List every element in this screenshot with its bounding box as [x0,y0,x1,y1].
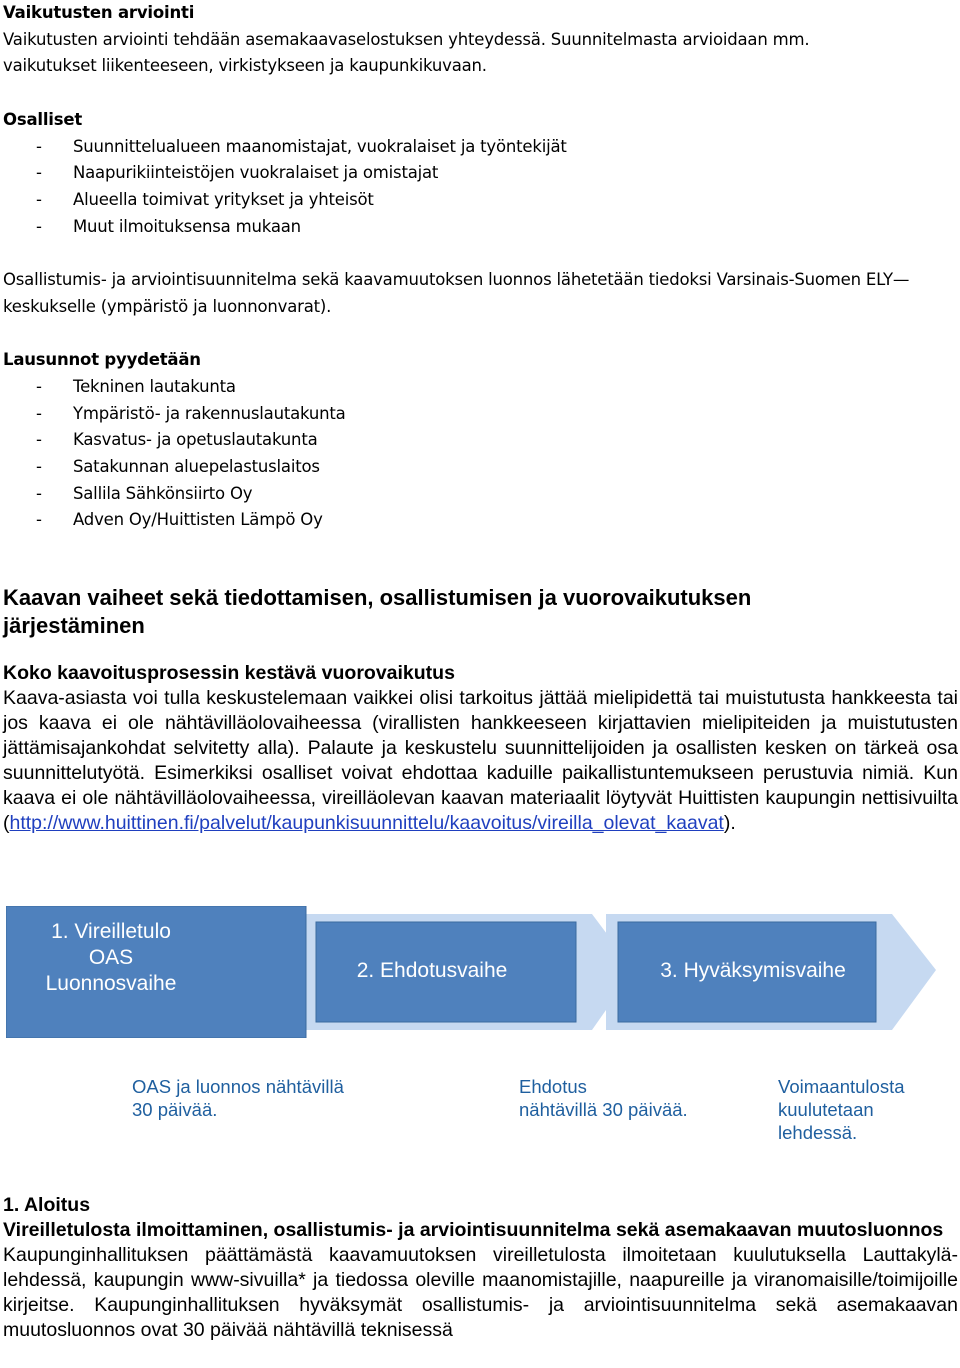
section-osalliset [3,107,958,321]
process-step-3-caption [778,1075,905,1144]
caption-line: nähtävillä 30 päivää. [519,1099,688,1120]
section-title: 1. Aloitus [3,1194,91,1216]
process-step-1-line-3: Luonnosvaihe [45,972,177,995]
list-item: - Sallila Sähkönsiirto Oy [3,481,958,508]
section-vuorovaikutus [3,661,958,836]
section-title: Lausunnot pyydetään [3,350,201,370]
list-item: - Ympäristö- ja rakennuslautakunta [3,401,958,428]
list-item: - Adven Oy/Huittisten Lämpö Oy [3,507,958,534]
osalliset-note: Osallistumis- ja arviointisuunnitelma sekä kaavamuutoksen luonnos lähetetään tiedoksi Varsinais-Suomen ELY—keskukselle (ympäristö ja luonnonvarat). [3,270,910,316]
osalliset-list [3,134,958,241]
process-step-1-line-2: OAS [88,946,134,969]
list-item: - Alueella toimivat yritykset ja yhteisöt [3,187,958,214]
document-page [3,0,958,836]
process-diagram [6,906,956,1038]
section-lausunnot [3,347,958,534]
caption-line: lehdessä. [778,1122,858,1143]
list-item: - Satakunnan aluepelastuslaitos [3,454,958,481]
list-item: - Muut ilmoituksensa mukaan [3,214,958,241]
text-before-link: Kaava-asiasta voi tulla keskustelemaan vaikkei olisi tarkoitus jättää mielipidettä tai muistutusta hankkeesta tai jos kaava ei ole nähtävilläolovaiheessa (virallisten hankkeeseen kirjattavien mielipiteiden ja muistutusten jättämisajankohdat selvitetty alla). Palaute ja keskustelu suunnittelijoiden ja osallisten kesken on tärkeä osa suunnittelutyötä. Esimerkiksi osalliset voivat ehdottaa kaduille paikallistuntemukseen perustuvia nimiä. Kun kaava ei ole nähtävilläolovaiheessa, vireilläolevan kaavan materiaalit löytyvät Huittisten kaupungin nettisivuilta ( [3,687,958,835]
list-item: - Naapurikiinteistöjen vuokralaiset ja omistajat [3,160,958,187]
process-step-3-label: 3. Hyväksymisvaihe [660,959,846,982]
caption-line: 30 päivää. [132,1099,218,1120]
section-title: Koko kaavoitusprosessin kestävä vuorovaikutus [3,662,455,685]
process-step-2-caption [519,1075,688,1121]
process-step-1-line-1: 1. Vireilletulo [51,920,171,943]
caption-line: kuulutetaan [778,1099,874,1120]
vuorovaikutus-text [3,686,958,836]
section-text: Vaikutusten arviointi tehdään asemakaavaselostuksen yhteydessä. Suunnitelmasta arvioidaan mm. vaikutukset liikenteeseen, virkistykseen ja kaupunkikuvaan. [3,29,810,76]
section-title: Vaikutusten arviointi [3,3,195,22]
section-aloitus [3,1193,958,1343]
list-item: - Suunnittelualueen maanomistajat, vuokralaiset ja työntekijät [3,134,958,161]
process-step-1-caption [132,1075,344,1121]
process-step-2-label: 2. Ehdotusvaihe [356,959,508,982]
text-after-link: ). [723,812,736,835]
section-subtitle: Vireilletulosta ilmoittaminen, osallistumis- ja arviointisuunnitelma sekä asemakaavan muutosluonnos [3,1219,944,1241]
section-vaikutusten-arviointi [3,0,958,80]
aloitus-text: Kaupunginhallituksen päättämästä kaavamuutoksen vireilletulosta ilmoitetaan kuulutuksella Lauttakylä-lehdessä, kaupungin www-sivuilla* ja tiedossa oleville maanomistajille, naapureille ja viranomaisille/toimijoille kirjeitse. Kaupunginhallituksen hyväksymät osallistumis- ja arviointisuunnitelma sekä asemakaavan muutosluonnos ovat 30 päivää nähtävillä teknisessä [3,1244,958,1341]
caption-line: Voimaantulosta [778,1076,905,1097]
caption-line: Ehdotus [519,1076,587,1097]
lausunnot-list [3,374,958,534]
heading-kaavan-vaiheet: Kaavan vaiheet sekä tiedottamisen, osallistumisen ja vuorovaikutuksen järjestäminen [3,585,752,638]
list-item: - Tekninen lautakunta [3,374,958,401]
section-title: Osalliset [3,109,83,129]
list-item: - Kasvatus- ja opetuslautakunta [3,427,958,454]
kaavat-link[interactable]: http://www.huittinen.fi/palvelut/kaupunkisuunnittelu/kaavoitus/vireilla_olevat_kaavat [9,812,724,835]
caption-line: OAS ja luonnos nähtävillä [132,1076,344,1097]
